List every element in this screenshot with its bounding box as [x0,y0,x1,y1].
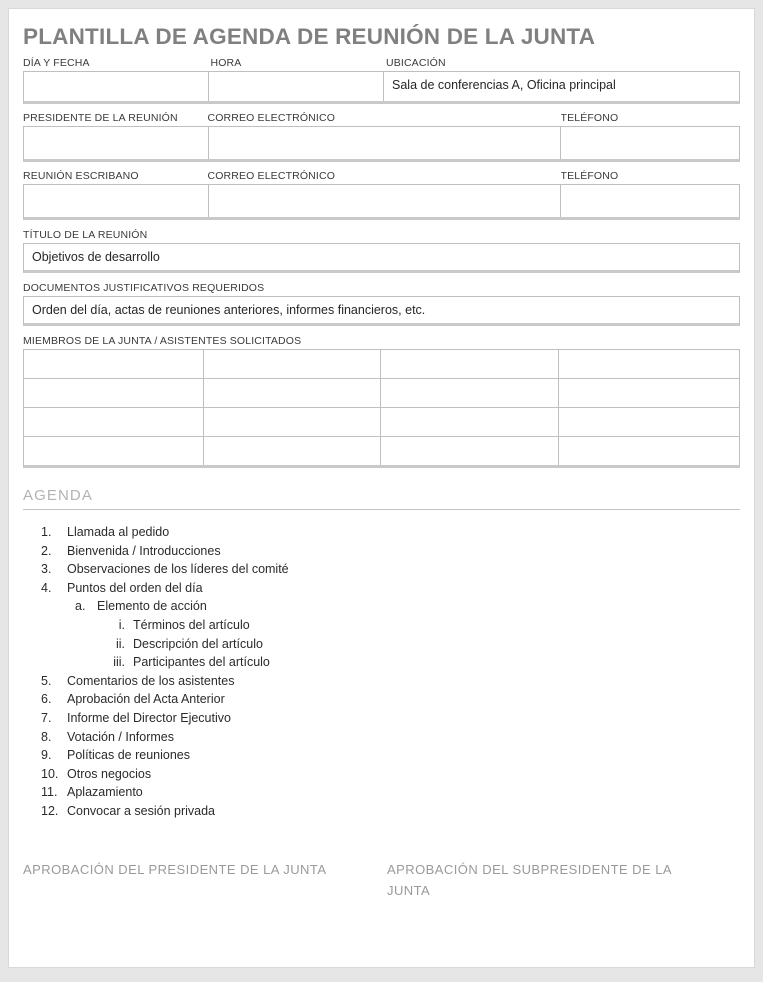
agenda-item-marker: 7. [41,710,52,725]
agenda-item-marker: 8. [41,729,52,744]
member-cell[interactable] [204,437,382,465]
member-cell[interactable] [381,408,559,436]
agenda-item-marker: iii. [113,655,125,670]
member-cell[interactable] [559,379,740,407]
member-cell[interactable] [381,437,559,465]
scribe-field-row [23,184,740,220]
member-cell[interactable] [204,350,382,378]
agenda-item-text: Puntos del orden del día [67,580,203,595]
member-cell[interactable] [559,350,740,378]
chair-field-row [23,126,740,162]
label-chair-email: CORREO ELECTRÓNICO [207,112,336,124]
agenda-item [23,672,740,691]
label-chair-phone: TELÉFONO [560,112,619,124]
agenda-item [23,523,740,542]
meeting-title-field-row [23,243,740,273]
table-row [24,437,739,465]
page-title: PLANTILLA DE AGENDA DE REUNIÓN DE LA JUNTA [23,24,596,49]
label-meeting-title: TÍTULO DE LA REUNIÓN [23,229,148,241]
scribe-person-field[interactable] [24,185,209,217]
agenda-item-marker: 12. [41,803,59,818]
member-cell[interactable] [381,350,559,378]
member-cell[interactable] [24,379,204,407]
agenda-item-marker: 3. [41,562,52,577]
member-cell[interactable] [559,408,740,436]
label-scribe-email: CORREO ELECTRÓNICO [207,170,336,182]
agenda-item-marker: 11. [41,785,58,800]
label-supporting-docs: DOCUMENTOS JUSTIFICATIVOS REQUERIDOS [23,282,265,294]
agenda-item-text: Informe del Director Ejecutivo [67,710,231,725]
agenda-item [23,542,740,561]
supporting-docs-field-row [23,296,740,326]
table-row [24,379,739,408]
agenda-item-text: Términos del artículo [133,617,250,632]
datetime-field-row [23,71,740,104]
agenda-item-text: Participantes del artículo [133,655,270,670]
agenda-item-text: Elemento de acción [97,599,207,614]
agenda-item-text: Comentarios de los asistentes [67,673,235,688]
agenda-item [23,690,740,709]
document-page [8,8,755,968]
chair-label-row [23,112,740,126]
location-field[interactable]: Sala de conferencias A, Oficina principal [392,78,616,92]
scribe-email-field[interactable] [209,185,562,217]
document-body [9,9,754,901]
chair-phone-field[interactable] [561,127,739,159]
agenda-item-marker: a. [75,599,86,614]
agenda-item-text: Políticas de reuniones [67,748,190,763]
supporting-docs-field[interactable]: Orden del día, actas de reuniones anteriores, informes financieros, etc. [32,303,426,317]
approval-chair-label: APROBACIÓN DEL PRESIDENTE DE LA JUNTA [23,861,327,877]
agenda-item [23,560,740,579]
agenda-item-marker: 6. [41,692,52,707]
time-field[interactable] [209,72,385,101]
agenda-item-marker: 9. [41,748,52,763]
agenda-item-text: Otros negocios [67,766,152,781]
agenda-item [23,579,740,598]
agenda-item [23,635,740,654]
label-chair-person: PRESIDENTE DE LA REUNIÓN [23,112,178,124]
agenda-item-text: Descripción del artículo [133,636,263,651]
agenda-item-text: Observaciones de los líderes del comité [67,562,289,577]
label-scribe-phone: TELÉFONO [560,170,619,182]
member-cell[interactable] [204,408,382,436]
agenda-item-marker: 10. [41,766,59,781]
datetime-label-row [23,57,740,71]
agenda-item [23,728,740,747]
member-cell[interactable] [24,408,204,436]
meeting-title-label-row [23,229,740,243]
table-row [24,350,739,379]
member-cell[interactable] [24,350,204,378]
label-time: HORA [210,57,242,69]
agenda-item [23,616,740,635]
agenda-item-marker: 2. [41,543,52,558]
agenda-item-marker: 1. [41,525,52,539]
agenda-divider [23,509,740,510]
label-scribe-person: REUNIÓN ESCRIBANO [23,170,139,182]
agenda-item [23,765,740,784]
agenda-item-marker: 5. [41,673,52,688]
agenda-list [23,523,740,821]
agenda-item-marker: ii. [115,636,125,651]
agenda-item-marker: i. [118,617,125,632]
agenda-item [23,746,740,765]
agenda-item [23,653,740,672]
approval-vice-chair-label: APROBACIÓN DEL SUBPRESIDENTE DE LA JUNTA [387,861,672,898]
label-members: MIEMBROS DE LA JUNTA / ASISTENTES SOLICITADOS [23,335,302,347]
agenda-item [23,802,740,821]
members-table [23,349,740,468]
agenda-item [23,783,740,802]
agenda-item-text: Aplazamiento [67,785,143,800]
label-location: UBICACIÓN [386,57,446,69]
agenda-item-text: Llamada al pedido [67,525,170,539]
label-day-date: DÍA Y FECHA [23,57,90,69]
member-cell[interactable] [24,437,204,465]
members-label-row [23,335,740,349]
agenda-item-text: Votación / Informes [67,729,175,744]
agenda-item [23,597,740,616]
supporting-docs-label-row [23,282,740,296]
approvals-section [23,859,740,901]
member-cell[interactable] [381,379,559,407]
agenda-item [23,709,740,728]
meeting-title-field[interactable]: Objetivos de desarrollo [32,250,160,264]
agenda-item-marker: 4. [41,580,52,595]
member-cell[interactable] [559,437,740,465]
agenda-item-text: Aprobación del Acta Anterior [67,692,225,707]
scribe-label-row [23,170,740,184]
agenda-heading: AGENDA [23,487,93,504]
table-row [24,408,739,437]
scribe-phone-field[interactable] [561,185,739,217]
day-date-field[interactable] [24,72,209,101]
chair-email-field[interactable] [209,127,562,159]
agenda-item-text: Convocar a sesión privada [67,803,215,818]
chair-person-field[interactable] [24,127,209,159]
member-cell[interactable] [204,379,382,407]
agenda-item-text: Bienvenida / Introducciones [67,543,221,558]
